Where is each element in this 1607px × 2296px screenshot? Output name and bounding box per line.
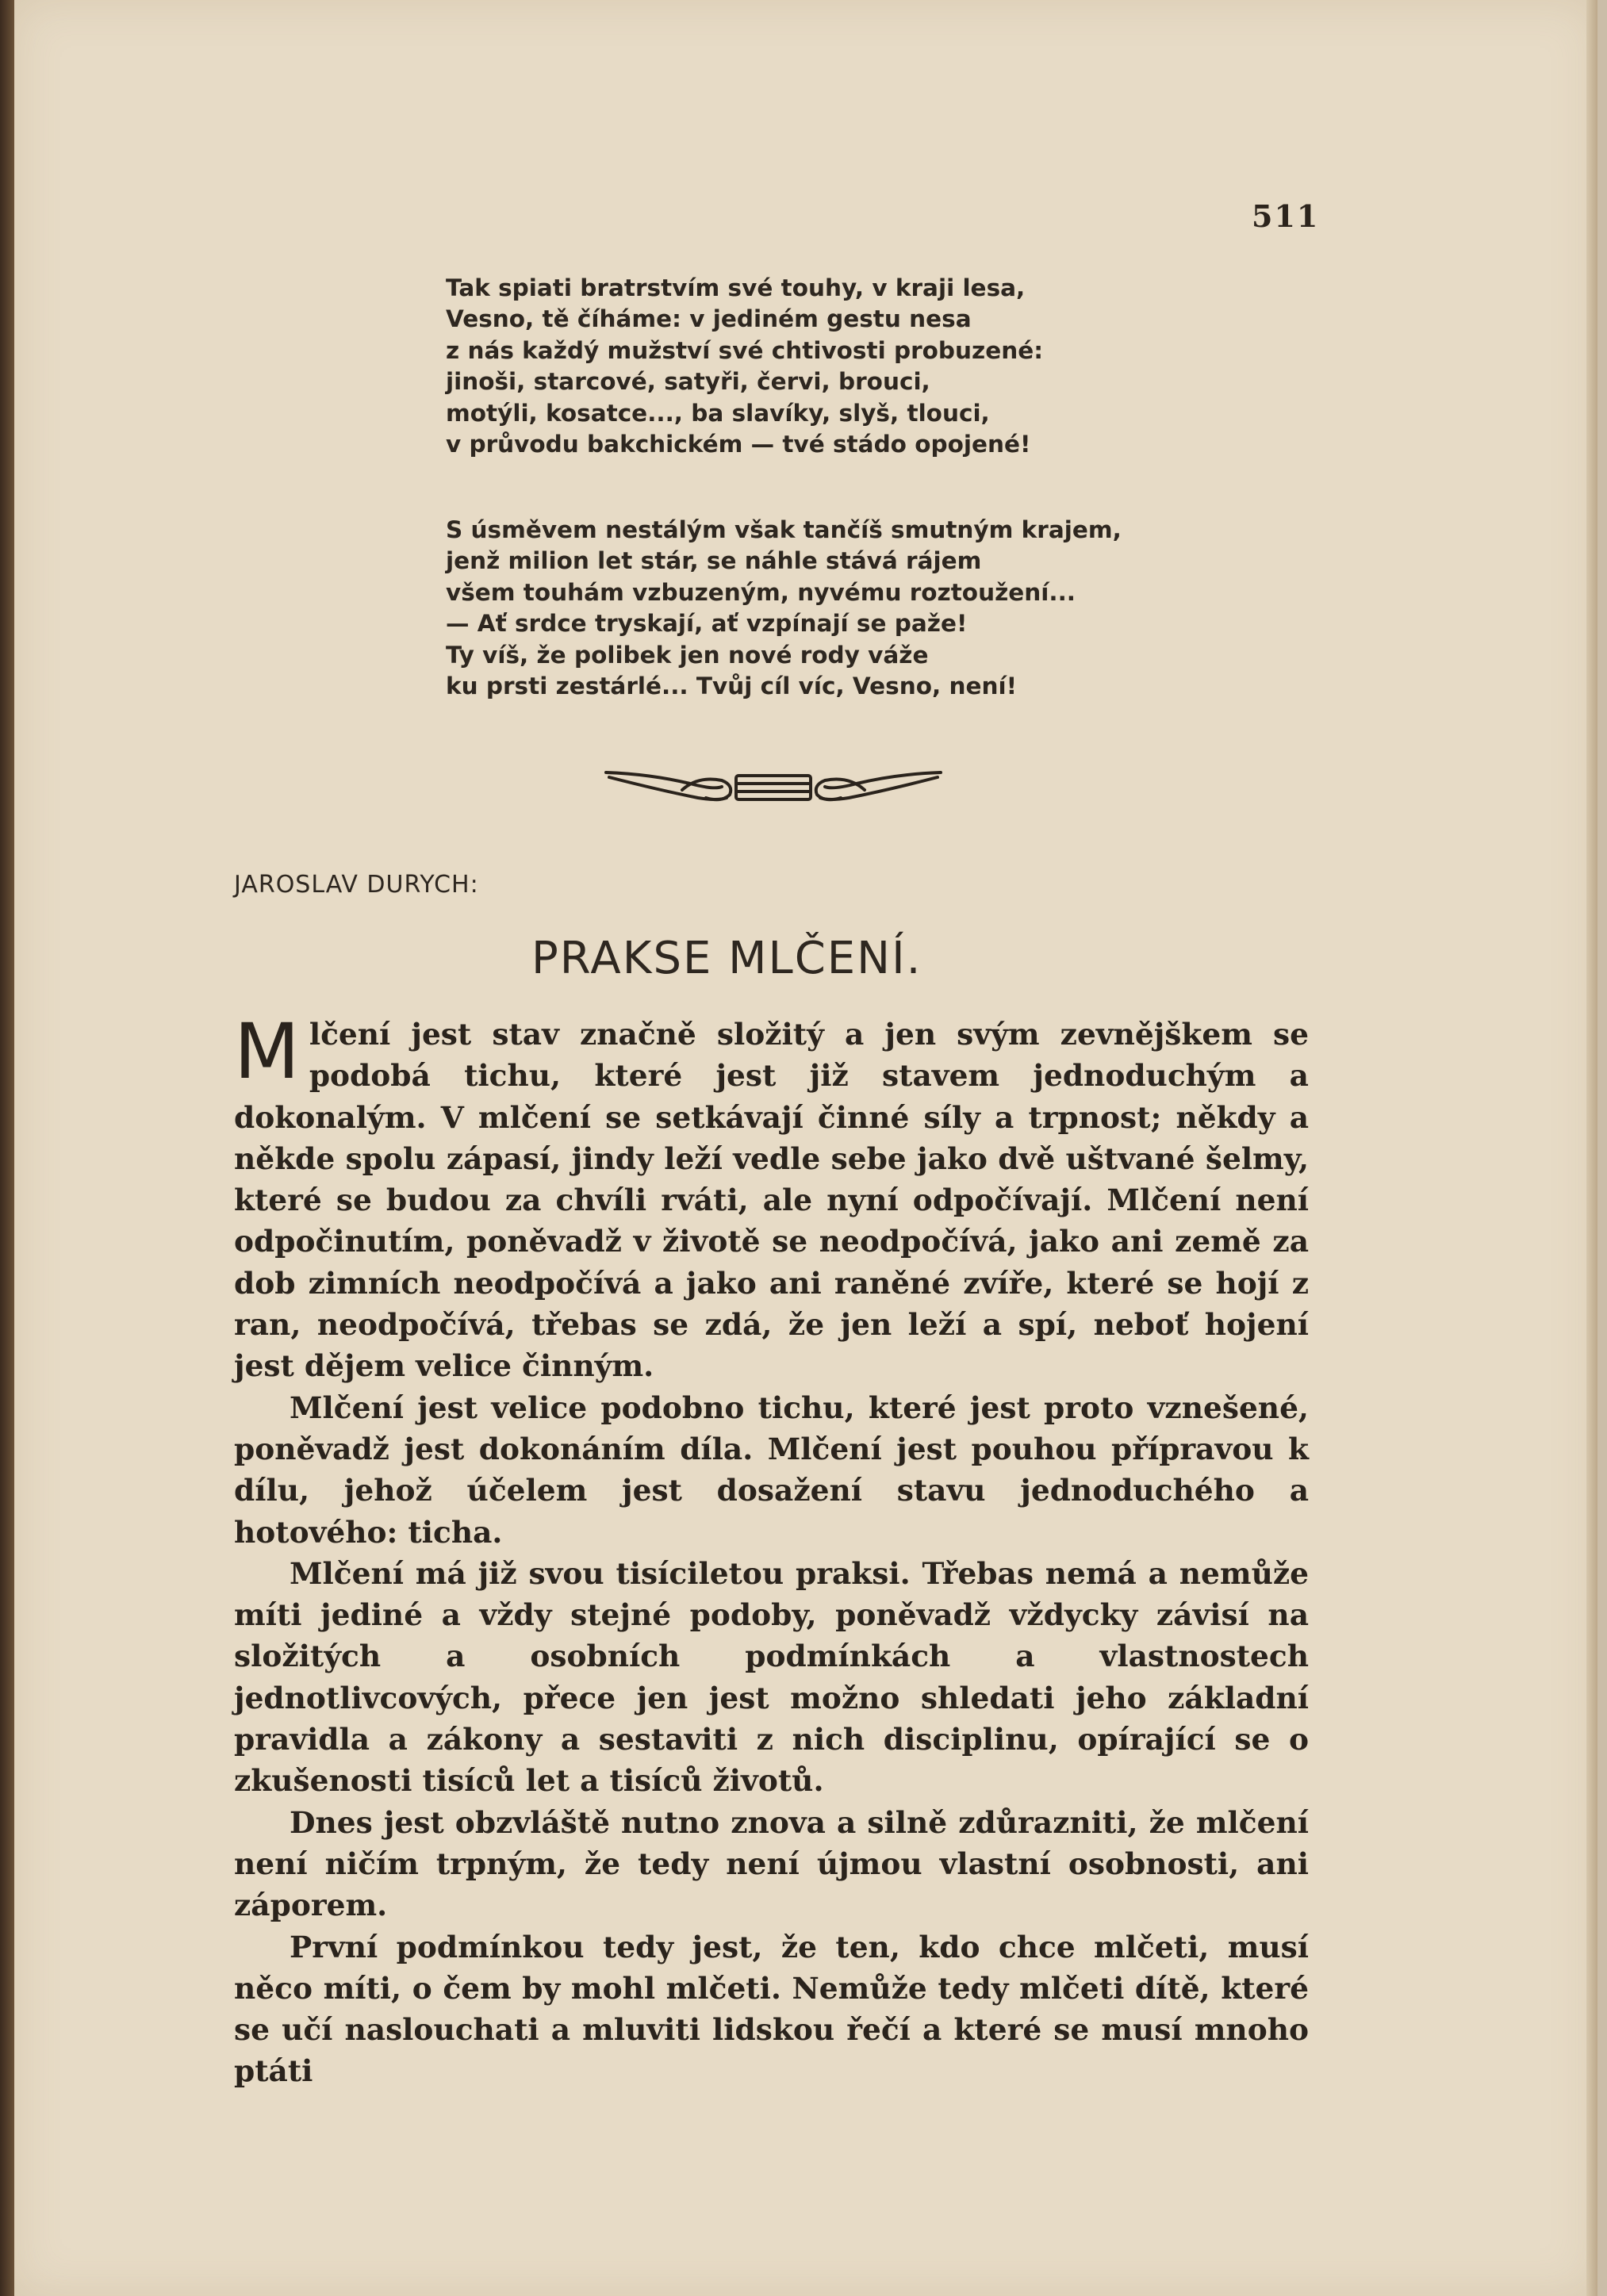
- paragraph: Mlčení jest velice podobno tichu, které jest proto vznešené, poněvadž jest dokonáním díla. Mlčení jest pouhou přípravou k dílu, jehož účelem jest dosažení stavu jednoduchého a hotového: ticha.: [234, 1389, 1309, 1550]
- poem-line: — Ať srdce tryskají, ať vzpínají se paže!: [446, 610, 968, 638]
- poem-line: motýli, kosatce..., ba slavíky, slyš, tlouci,: [446, 399, 990, 427]
- paragraph: Dnes jest obzvláště nutno znova a silně zdůrazniti, že mlčení není ničím trpným, že tedy není újmou vlastní osobnosti, ani záporem.: [234, 1804, 1309, 1923]
- poem-stanza-1: [446, 273, 1239, 460]
- book-binding: [0, 0, 14, 2296]
- paragraph: První podmínkou tedy jest, že ten, kdo chce mlčeti, musí něco míti, o čem by mohl mlčeti. Nemůže tedy mlčeti dítě, které se učí naslouchati a mluviti lidskou řečí a které se musí mnoho ptáti: [234, 1929, 1309, 2089]
- poem-line: jinoši, starcové, satyři, červi, brouci,: [446, 368, 930, 396]
- article-body: [234, 1007, 1309, 2092]
- paragraph: [234, 1007, 1309, 1387]
- poem-line: S úsměvem nestálým však tančíš smutným krajem,: [446, 516, 1122, 543]
- poem-line: z nás každý mužství své chtivosti probuzené:: [446, 336, 1044, 364]
- article-author: JAROSLAV DURYCH:: [234, 871, 479, 899]
- drop-cap: M: [234, 1007, 300, 1096]
- poem-line: Ty víš, že polibek jen nové rody váže: [446, 641, 929, 669]
- page-number: 511: [1252, 198, 1320, 234]
- poem-line: všem touhám vzbuzeným, nyvému roztoužení...: [446, 578, 1076, 606]
- page-edge-shadow: [1586, 0, 1597, 2296]
- paragraph: Mlčení má již svou tisíciletou praksi. Třebas nemá a nemůže míti jediné a vždy stejné podoby, poněvadž vždycky závisí na složitých a osobních podmínkách a vlastnostech jednotlivcových, přece jen jest možno shledati jeho základní pravidla a zákony a sestaviti z nich disciplinu, opírající se o zkušenosti tisíců let a tisíců životů.: [234, 1555, 1309, 1799]
- poem-stanza-2: [446, 515, 1239, 702]
- poem-line: Vesno, tě číháme: v jediném gestu nesa: [446, 305, 972, 333]
- poem-line: ku prsti zestárlé... Tvůj cíl víc, Vesno, není!: [446, 672, 1018, 700]
- decorative-ornament-icon: [603, 766, 944, 806]
- poem-line: Tak spiati bratrstvím své touhy, v kraji lesa,: [446, 274, 1026, 301]
- article-title: PRAKSE MLČENÍ.: [531, 933, 922, 984]
- poem-line: jenž milion let stár, se náhle stává rájem: [446, 547, 982, 575]
- paragraph-text: lčení jest stav značně složitý a jen svým zevnějškem se podobá tichu, které jest již stavem jednoduchým a dokonalým. V mlčení se setkávají činné síly a trpnost; někdy a někde spolu zápasí, jindy leží vedle sebe jako dvě uštvané šelmy, které se budou za chvíli rváti, ale nyní odpočívají. Mlčení není odpočinutím, poněvadž v životě se neodpočívá, jako ani země za dob zimních neodpočívá a jako ani raněné zvíře, které se hojí z ran, neodpočívá, třebas se zdá, že jen leží a spí, neboť hojení jest dějem velice činným.: [234, 1017, 1309, 1384]
- poem-line: v průvodu bakchickém — tvé stádo opojené!: [446, 430, 1031, 458]
